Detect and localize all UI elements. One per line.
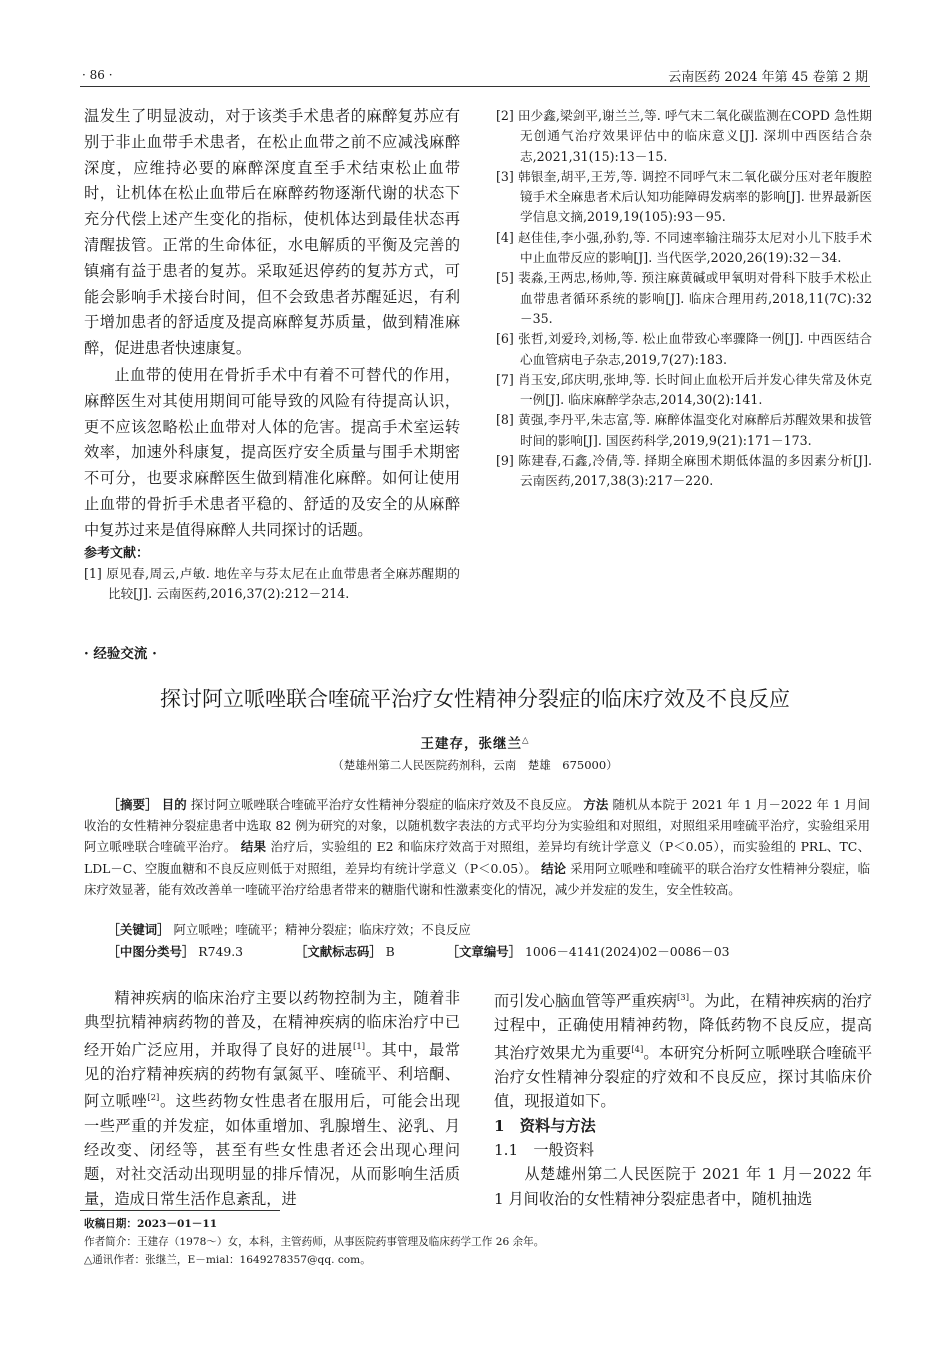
body-left-column (84, 986, 460, 1211)
clc-label: ［中图分类号］ (107, 944, 195, 959)
result-text: 治疗后，实验组的 E2 和临床疗效高于对照组，差异均有统计学意义（P＜0.05），而实验组的 PRL、TC、LDL－C、空腹血糖和不良反应则低于对照组，差异均有统计学意义（P＜0.05）。 (84, 839, 870, 876)
purpose-text: 探讨阿立哌唑联合喹硫平治疗女性精神分裂症的临床疗效及不良反应。 (190, 797, 580, 812)
section-heading: 1 资料与方法 (494, 1116, 596, 1135)
method-label: 方法 (583, 797, 609, 812)
reference-item: [1] 原见春,周云,卢敏. 地佐辛与芬太尼在止血带患者全麻苏醒期的比较[J]. 云南医药,2016,37(2):212－214. (84, 565, 460, 601)
reference-item: [8] 黄强,李丹平,朱志富,等. 麻醉体温变化对麻醉后苏醒效果和拔管时间的影响[J]. 国医药科学,2019,9(21):171－173. (496, 412, 872, 448)
intro-paragraph: 精神疾病的临床治疗主要以药物控制为主，随着非典型抗精神病药物的普及，在精神疾病的临床治疗中已经开始广泛应用，并取得了良好的进展[1]。其中，最常见的治疗精神疾病的药物有氯氮平、喹硫平、利培酮、阿立哌唑[2]。这些药物女性患者在服用后，可能会出现一些严重的并发症，如体重增加、乳腺增生、泌乳、月经改变、闭经等，甚至有些女性患者还会出现心理问题，对社交活动出现明显的排斥情况，从而影响生活质量，造成日常生活作息紊乱，进 (84, 989, 461, 1208)
doc-code-value: B (385, 944, 395, 959)
abstract-label: ［摘要］ (107, 797, 158, 812)
result-label: 结果 (240, 839, 267, 855)
subsection-heading: 1.1 一般资料 (494, 1140, 595, 1159)
corresponding-mark: △ (521, 735, 530, 746)
reference-item: [4] 赵佳佳,李小强,孙豹,等. 不同速率输注瑞芬太尼对小儿下肢手术中止血带反应的影响[J]. 当代医学,2020,26(19):32－34. (496, 229, 872, 266)
section-tag: · 经验交流 · (84, 646, 157, 662)
footnote-corresponding: △通讯作者：张继兰，E－mial：1649278357@qq. com。 (84, 1254, 371, 1266)
page-number: · 86 · (82, 68, 113, 82)
header-rule (80, 86, 870, 87)
keywords-label: ［关键词］ (107, 922, 170, 937)
footnote-rule (80, 1210, 280, 1211)
citation: [2] (147, 1093, 160, 1104)
keywords-line (84, 920, 870, 940)
citation: [3] (676, 993, 690, 1003)
author-names: 王建存，张继兰 (420, 736, 522, 752)
authors (80, 732, 870, 752)
reference-item: [9] 陈建春,石鑫,冷倩,等. 择期全麻围术期低体温的多因素分析[J]. 云南医药,2017,38(3):217－220. (496, 453, 872, 489)
article-title: 探讨阿立哌唑联合喹硫平治疗女性精神分裂症的临床疗效及不良反应 (160, 687, 790, 711)
citation: [1] (353, 1041, 366, 1052)
references-right-column (496, 106, 872, 492)
prev-paragraph-1: 温发生了明显波动，对于该类手术患者的麻醉复苏应有别于非止血带手术患者，在松止血带之前不应减浅麻醉深度，应维持必要的麻醉深度直至手术结束松止血带时，让机体在松止血带后在麻醉药物逐渐代谢的状态下充分代偿上述产生变化的指标，使机体达到最佳状态再清醒拔管。正常的生命体征，水电解质的平衡及完善的镇痛有益于患者的复苏。采取延迟停药的复苏方式，可能会影响手术接台时间，但不会致患者苏醒延迟，有利于增加患者的舒适度及提高麻醉复苏质量，做到精准麻醉，促进患者快速康复。 (84, 107, 460, 358)
intro-paragraph-cont: 而引发心脑血管等严重疾病[3]。为此，在精神疾病的治疗过程中，正确使用精神药物，降低药物不良反应，提高其治疗效果尤为重要[4]。本研究分析阿立哌唑联合喹硫平治疗女性精神分裂症的疗效和不良反应，探讨其临床价值，现报道如下。 (494, 992, 873, 1111)
methods-paragraph: 从楚雄州第二人民医院于 2021 年 1 月－2022 年 1 月间收治的女性精神分裂症患者中，随机抽选 (494, 1165, 872, 1208)
prev-article-left-column (84, 104, 460, 604)
reference-item: [7] 肖玉安,邱庆明,张坤,等. 长时间止血松开后并发心律失常及休克一例[J]. 临床麻醉学杂志,2014,30(2):141. (496, 371, 872, 408)
reference-item: [3] 韩银奎,胡平,王芳,等. 调控不同呼气末二氧化碳分压对老年腹腔镜手术全麻患者术后认知功能障碍发病率的影响[J]. 世界最新医学信息文摘,2019,19(105):93－95. (496, 168, 872, 225)
reference-item: [2] 田少鑫,梁剑平,谢兰兰,等. 呼气末二氧化碳监测在COPD 急性期无创通气治疗效果评估中的临床意义[J]. 深圳中西医结合杂志,2021,31(15):13－15. (496, 108, 872, 164)
conclusion-label: 结论 (541, 860, 567, 876)
reference-item: [6] 张哲,刘爱玲,刘杨,等. 松止血带致心率骤降一例[J]. 中西医结合心血管病电子杂志,2019,7(27):183. (496, 331, 872, 367)
purpose-label: 目的 (161, 797, 187, 812)
prev-paragraph-2: 止血带的使用在骨折手术中有着不可替代的作用，麻醉医生对其使用期间可能导致的风险有待提高认识，更不应该忽略松止血带对人体的危害。提高手术室运转效率，加速外科康复，提高医疗安全质量与围手术期密不可分，也要求麻醉医生做到精准化麻醉。如何让使用止血带的骨折手术患者平稳的、舒适的及安全的从麻醉中复苏过来是值得麻醉人共同探讨的话题。 (84, 365, 460, 539)
footnote-received: 收稿日期：2023－01－11 (84, 1218, 218, 1230)
journal-header: 云南医药 2024 年第 45 卷第 2 期 (668, 70, 868, 85)
reference-item: [5] 裴淼,王两忠,杨帅,等. 预注麻黄碱或甲氧明对骨科下肢手术松止血带患者循环系统的影响[J]. 临床合理用药,2018,11(7C):32－35. (496, 270, 872, 326)
classification-line (84, 942, 870, 962)
affiliation: （楚雄州第二人民医院药剂科，云南 楚雄 675000） (332, 758, 618, 772)
footnote-author-bio: 作者简介：王建存（1978～）女，本科，主管药师，从事医院药事管理及临床药学工作 26 余年。 (84, 1236, 545, 1248)
keywords: 阿立哌唑；喹硫平；精神分裂症；临床疗效；不良反应 (173, 922, 471, 937)
clc-value: R749.3 (198, 944, 244, 959)
method-text: 随机从本院于 2021 年 1 月－2022 年 1 月间收治的女性精神分裂症患者中选取 82 例为研究的对象，以随机数字表法的方式平均分为实验组和对照组，对照组采用喹硫平治疗，实验组采用阿立哌唑联合喹硫平治疗。 (84, 797, 870, 855)
body-right-column (494, 986, 872, 1211)
article-no-value: 1006－4141(2024)02－0086－03 (524, 944, 730, 959)
doc-code-label: ［文献标志码］ (294, 944, 382, 959)
conclusion-text: 采用阿立哌唑和喹硫平的联合治疗女性精神分裂症，临床疗效显著，能有效改善单一喹硫平治疗给患者带来的糖脂代谢和性激素变化的情况，减少并发症的发生，安全性较高。 (84, 860, 870, 897)
abstract (84, 794, 870, 900)
citation: [4] (631, 1044, 644, 1055)
references-title: 参考文献： (84, 545, 150, 561)
article-no-label: ［文章编号］ (446, 944, 521, 959)
